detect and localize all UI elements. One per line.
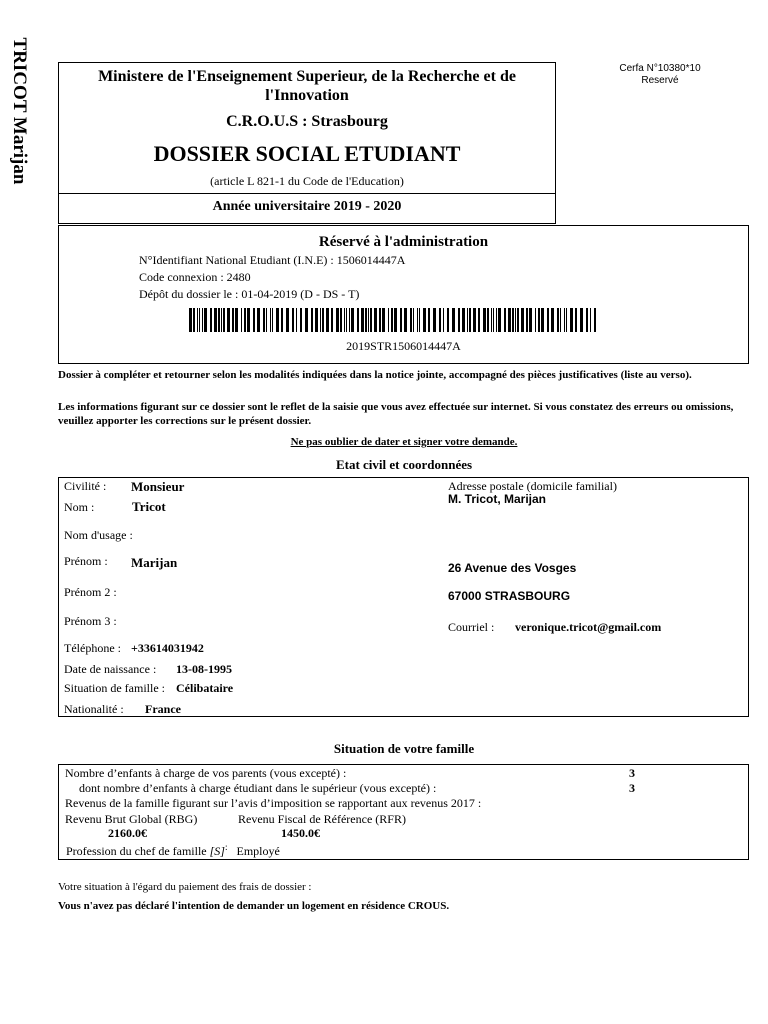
barcode-bar [529,308,532,332]
barcode-bar [564,308,565,332]
barcode-bar [199,308,200,332]
civilite-label: Civilité : [64,479,107,493]
famille-box [58,764,749,860]
barcode-bar [235,308,238,332]
barcode-bar [560,308,561,332]
barcode-bar [467,308,468,332]
barcode-bar [202,308,203,332]
barcode-bar [382,308,385,332]
profession-value: Employé [236,844,280,858]
header-divider [59,193,555,194]
enfants-label: Nombre d’enfants à charge de vos parents (vous excepté) : [65,766,347,780]
barcode-bar [594,308,596,332]
adresse-ville: 67000 STRASBOURG [448,589,571,603]
academic-year: Année universitaire 2019 - 2020 [212,199,402,214]
nationalite-value: France [145,702,181,716]
barcode-bar [410,308,412,332]
etudiants-label: dont nombre d’enfants à charge étudiant dans le supérieur (vous excepté) : [79,781,437,795]
barcode-bar [253,308,255,332]
barcode-bar [331,308,333,332]
barcode-bar [508,308,511,332]
barcode-bar [346,308,347,332]
barcode-bar [296,308,297,332]
barcode-bar [197,308,198,332]
barcode-bar [447,308,449,332]
barcode-bar [517,308,519,332]
barcode-bar [344,308,345,332]
barcode-bar [292,308,294,332]
barcode-bar [590,308,591,332]
barcode-bar [498,308,501,332]
prenom3-label: Prénom 3 : [64,614,117,628]
code-connexion: Code connexion : 2480 [139,270,251,284]
barcode-bar [458,308,460,332]
barcode-bar [423,308,426,332]
barcode-bar [210,308,212,332]
cerfa-reserved: Reservé [641,75,679,86]
notice-paragraph-1: Dossier à compléter et retourner selon les modalités indiquées dans la notice jointe, accompagné des pièces justificatives (liste au verso). [58,369,692,381]
barcode-bar [365,308,367,332]
barcode-image [189,308,599,332]
barcode-bar [281,308,283,332]
barcode-bar [443,308,444,332]
profession-marker: [S] [209,844,225,858]
rfr-label: Revenu Fiscal de Référence (RFR) [238,812,406,826]
barcode-bar [266,308,267,332]
barcode-bar [244,308,246,332]
barcode-bar [547,308,549,332]
cerfa-block [600,63,720,87]
barcode-bar [272,308,273,332]
document-title: DOSSIER SOCIAL ETUDIANT [153,141,461,166]
barcode-bar [322,308,324,332]
barcode-bar [305,308,308,332]
barcode-bar [263,308,265,332]
barcode-bar [504,308,506,332]
barcode-bar [541,308,544,332]
barcode-bar [379,308,381,332]
barcode-bar [357,308,359,332]
rbg-value: 2160.0€ [108,826,147,840]
barcode-bar [580,308,583,332]
barcode-bar [391,308,393,332]
barcode-bar [361,308,364,332]
nom-label: Nom : [64,500,95,514]
barcode-bar [575,308,577,332]
barcode-bar [586,308,588,332]
barcode-bar [493,308,494,332]
barcode-bar [374,308,377,332]
barcode-bar [487,308,489,332]
revenus-label: Revenus de la famille figurant sur l’avis d’imposition se rapportant aux revenus 2017 : [65,796,482,810]
telephone-value: +33614031942 [131,641,204,655]
barcode-bar [336,308,339,332]
cerfa-number: Cerfa N°10380*10 [619,63,701,74]
barcode-bar [496,308,497,332]
rbg-label: Revenu Brut Global (RBG) [65,812,198,826]
barcode-bar [551,308,554,332]
barcode-bar [241,308,242,332]
nom-value: Tricot [132,499,166,514]
profession-line [66,842,280,859]
barcode-bar [439,308,441,332]
paiement-text: Vous n'avez pas déclaré l'intention de demander un logement en résidence CROUS. [58,900,450,912]
barcode-bar [413,308,414,332]
barcode-bar [417,308,418,332]
barcode-bar [557,308,559,332]
barcode-bar [433,308,436,332]
ministry-title: Ministere de l'Enseignement Superieur, de la Recherche et de l'Innovation [98,68,516,104]
rfr-value: 1450.0€ [281,826,320,840]
courriel-label: Courriel : [448,620,495,634]
barcode-bar [247,308,250,332]
prenom-label: Prénom : [64,554,108,568]
adresse-rue: 26 Avenue des Vosges [448,561,577,575]
paiement-label: Votre situation à l'égard du paiement des frais de dossier : [58,881,312,893]
barcode-bar [566,308,567,332]
barcode-bar [218,308,220,332]
barcode-bar [491,308,492,332]
barcode-bar [257,308,260,332]
depot-date: Dépôt du dossier le : 01-04-2019 (D - DS - T) [139,287,360,301]
article-reference: (article L 821-1 du Code de l'Education) [210,174,404,188]
profession-colon: : [224,842,228,852]
barcode-bar [538,308,540,332]
barcode-bar [404,308,407,332]
prenom-value: Marijan [131,555,178,570]
civilite-value: Monsieur [131,479,185,494]
side-name-label: TRICOT Marijan [9,37,30,185]
barcode-bar [320,308,321,332]
barcode-bar [227,308,230,332]
crous-name: C.R.O.U.S : Strasbourg [226,113,388,130]
famille-title: Situation de votre famille [333,741,475,756]
etudiants-value: 3 [629,781,635,795]
profession-label: Profession du chef de famille [66,844,207,858]
barcode-bar [189,308,192,332]
barcode-bar [270,308,271,332]
barcode-bar [204,308,207,332]
barcode-bar [311,308,313,332]
naissance-value: 13-08-1995 [176,662,232,676]
barcode-bar [326,308,329,332]
barcode-bar [469,308,471,332]
nom-usage-label: Nom d'usage : [64,528,133,542]
notice-paragraph-2: Les informations figurant sur ce dossier sont le reflet de la saisie que vous avez effectuée sur internet. Si vous constatez des erreurs ou omissions, veuillez apporter les corrections sur le présent dossier. [58,401,734,427]
barcode-bar [515,308,516,332]
ine-line: N°Identifiant National Etudiant (I.N.E) : 1506014447A [139,253,406,267]
barcode-bar [473,308,476,332]
adresse-label: Adresse postale (domicile familial) [448,479,617,493]
etat-civil-title: Etat civil et coordonnées [335,457,473,472]
barcode-bar [193,308,195,332]
courriel-value: veronique.tricot@gmail.com [515,620,662,634]
barcode-bar [351,308,354,332]
enfants-value: 3 [629,766,635,780]
barcode-bar [400,308,402,332]
barcode-bar [232,308,234,332]
telephone-label: Téléphone : [64,641,121,655]
adresse-nom: M. Tricot, Marijan [448,492,547,506]
barcode-bar [428,308,430,332]
situation-value: Célibataire [176,681,234,695]
barcode-bar [419,308,420,332]
barcode-bar [388,308,389,332]
barcode-bar [340,308,342,332]
barcode-bar [452,308,455,332]
barcode-bar [462,308,465,332]
barcode-bar [368,308,369,332]
etat-civil-box [58,477,749,717]
naissance-label: Date de naissance : [64,662,157,676]
barcode-bar [394,308,397,332]
barcode-bar [214,308,217,332]
nationalite-label: Nationalité : [64,702,124,716]
barcode-bar [349,308,350,332]
barcode-bar [286,308,289,332]
barcode-bar [483,308,486,332]
prenom2-label: Prénom 2 : [64,585,117,599]
barcode-bar [526,308,528,332]
barcode-bar [521,308,524,332]
barcode-bar [478,308,480,332]
barcode-bar [223,308,225,332]
admin-box [58,225,749,364]
barcode-bar [276,308,279,332]
header-box [58,62,556,224]
barcode-bar [300,308,302,332]
barcode-bar [570,308,573,332]
barcode-bar [370,308,372,332]
situation-label: Situation de famille : [64,681,165,695]
barcode-bar [221,308,222,332]
barcode-bar [512,308,514,332]
barcode-bar [535,308,536,332]
barcode-bar [315,308,318,332]
barcode-text: 2019STR1506014447A [346,339,461,353]
admin-title: Réservé à l'administration [318,234,489,250]
sign-reminder: Ne pas oublier de dater et signer votre demande. [290,436,518,448]
